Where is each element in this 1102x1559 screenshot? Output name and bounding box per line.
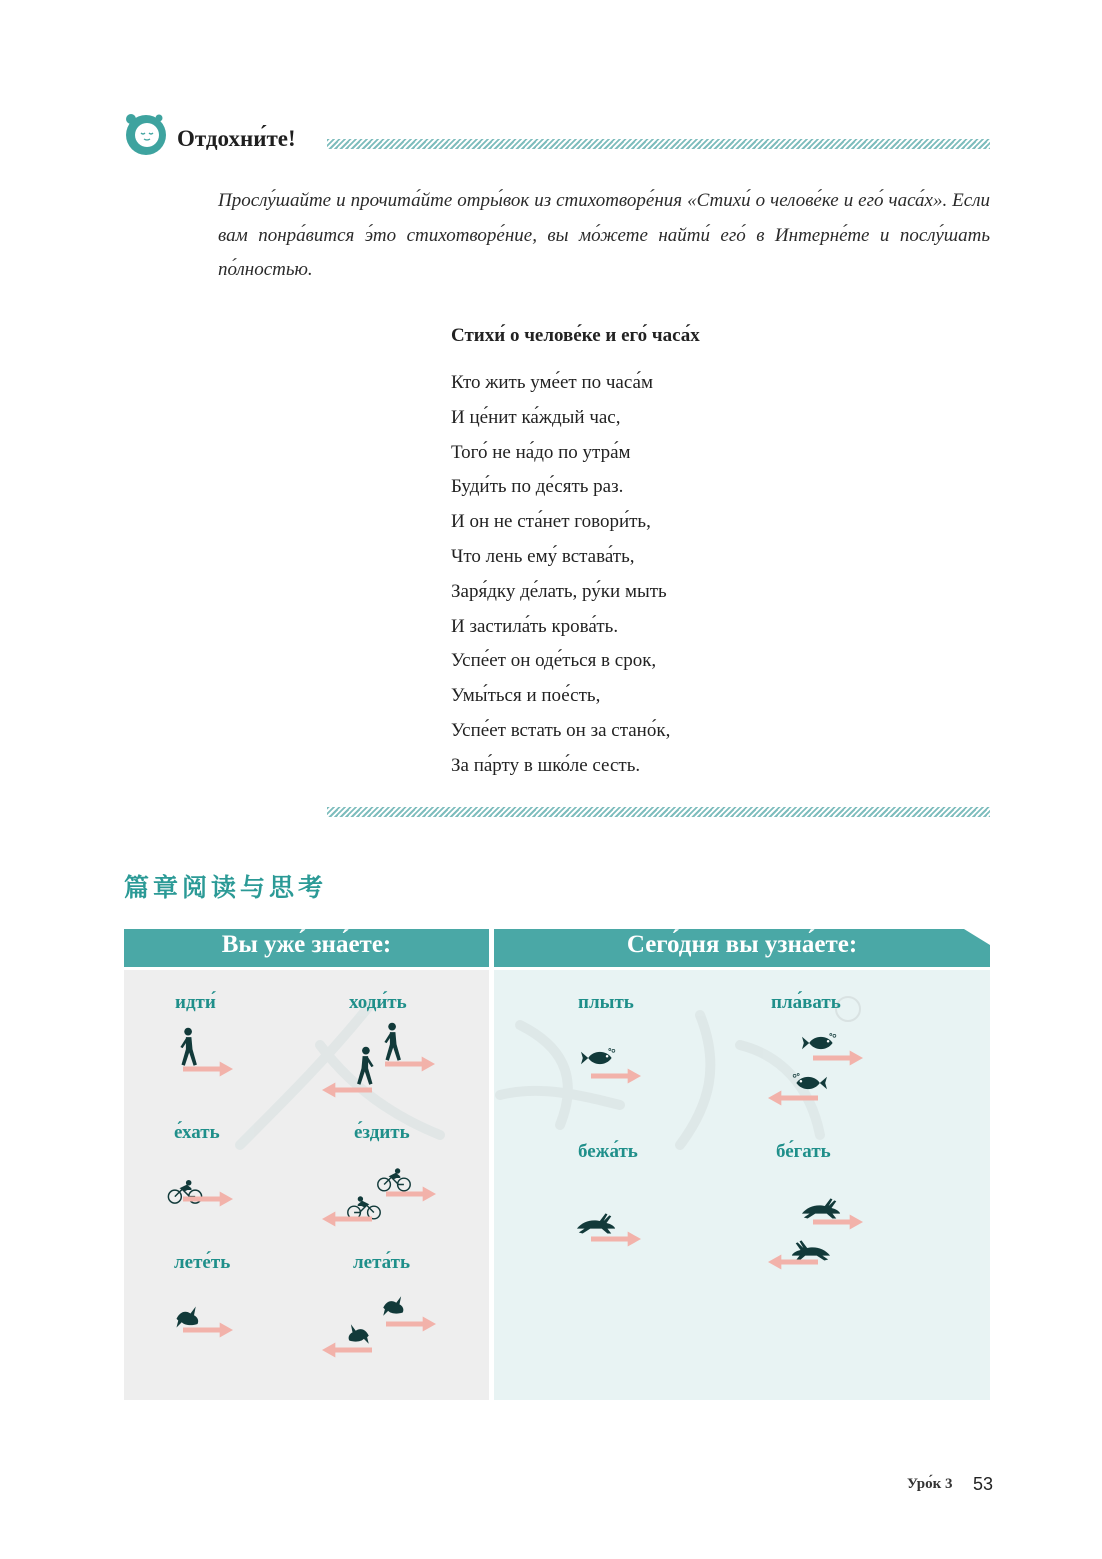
arrow-right-icon bbox=[183, 1191, 233, 1207]
poem-line: Буди́ть по де́сять раз. bbox=[451, 476, 624, 498]
arrow-right-icon bbox=[386, 1316, 436, 1332]
walker-icon bbox=[356, 1046, 378, 1086]
arrow-right-icon bbox=[591, 1068, 641, 1084]
decorative-divider-top bbox=[327, 139, 990, 149]
arrow-right-icon bbox=[386, 1186, 436, 1202]
arrow-left-icon bbox=[322, 1211, 372, 1227]
page-number: 53 bbox=[973, 1474, 994, 1494]
intro-paragraph: Прослу́шайте и прочита́йте отры́вок из стихотворе́ния «Стихи́ о челове́ке и его́ часа́х». Если вам понра́вится э́то стихотворе́ние, вы мо́жете найти́ его́ в Интерне́те и послу́шать по́лностью. bbox=[218, 190, 990, 280]
poem-line: За па́рту в шко́ле сесть. bbox=[451, 754, 641, 776]
poem-line: Успе́ет встать он за стано́к, bbox=[451, 719, 671, 741]
section-title-reading: 篇章阅读与思考 bbox=[124, 873, 328, 902]
verb-plavat: пла́вать bbox=[771, 992, 841, 1013]
poem-line: Того́ не на́до по утра́м bbox=[451, 441, 631, 463]
arrow-right-icon bbox=[813, 1050, 863, 1066]
poem-line: И це́нит ка́ждый час, bbox=[451, 406, 621, 428]
arrow-left-icon bbox=[768, 1254, 818, 1270]
poem-line: Заря́дку де́лать, ру́ки мыть bbox=[451, 580, 667, 602]
arrow-left-icon bbox=[322, 1082, 372, 1098]
poem-text bbox=[451, 366, 670, 784]
poem-line: Успе́ет он оде́ться в срок, bbox=[451, 650, 657, 672]
arrow-right-icon bbox=[183, 1061, 233, 1077]
verb-letet: лете́ть bbox=[174, 1252, 231, 1273]
poem-line: Что лень ему́ встава́ть, bbox=[451, 545, 635, 567]
arrow-right-icon bbox=[813, 1214, 863, 1230]
section-heading-rest: Отдохни́те! bbox=[177, 126, 296, 151]
arrow-right-icon bbox=[385, 1056, 435, 1072]
poem-line: Кто жить уме́ет по часа́м bbox=[451, 372, 653, 393]
arrow-left-icon bbox=[768, 1090, 818, 1106]
verb-plyt: плыть bbox=[578, 992, 634, 1013]
verb-bezhat: бежа́ть bbox=[578, 1141, 638, 1162]
verb-ezdit: е́здить bbox=[354, 1122, 410, 1143]
poem-title: Стихи́ о челове́ке и его́ часа́х bbox=[451, 325, 700, 346]
header-today: Сего́дня вы узна́ете: bbox=[626, 931, 858, 958]
arrow-right-icon bbox=[591, 1231, 641, 1247]
smiling-face-icon bbox=[124, 112, 168, 156]
poem-line: И застила́ть крова́ть. bbox=[451, 615, 619, 637]
poem-line: Умы́ться и пое́сть, bbox=[451, 685, 601, 707]
header-known: Вы уже́ зна́ете: bbox=[221, 931, 392, 958]
fish-icon bbox=[581, 1047, 617, 1069]
verb-begat: бе́гать bbox=[776, 1141, 831, 1162]
arrow-left-icon bbox=[322, 1342, 372, 1358]
verb-ekhat: е́хать bbox=[174, 1122, 220, 1143]
verb-idti: идти́ bbox=[175, 992, 216, 1013]
decorative-divider-bottom bbox=[327, 807, 990, 817]
verb-letat: лета́ть bbox=[353, 1252, 411, 1273]
poem-line: И он не ста́нет говори́ть, bbox=[451, 511, 651, 533]
arrow-right-icon bbox=[183, 1322, 233, 1338]
verb-khodit: ходи́ть bbox=[349, 992, 407, 1013]
footer-lesson-label: Уро́к 3 bbox=[907, 1476, 953, 1492]
